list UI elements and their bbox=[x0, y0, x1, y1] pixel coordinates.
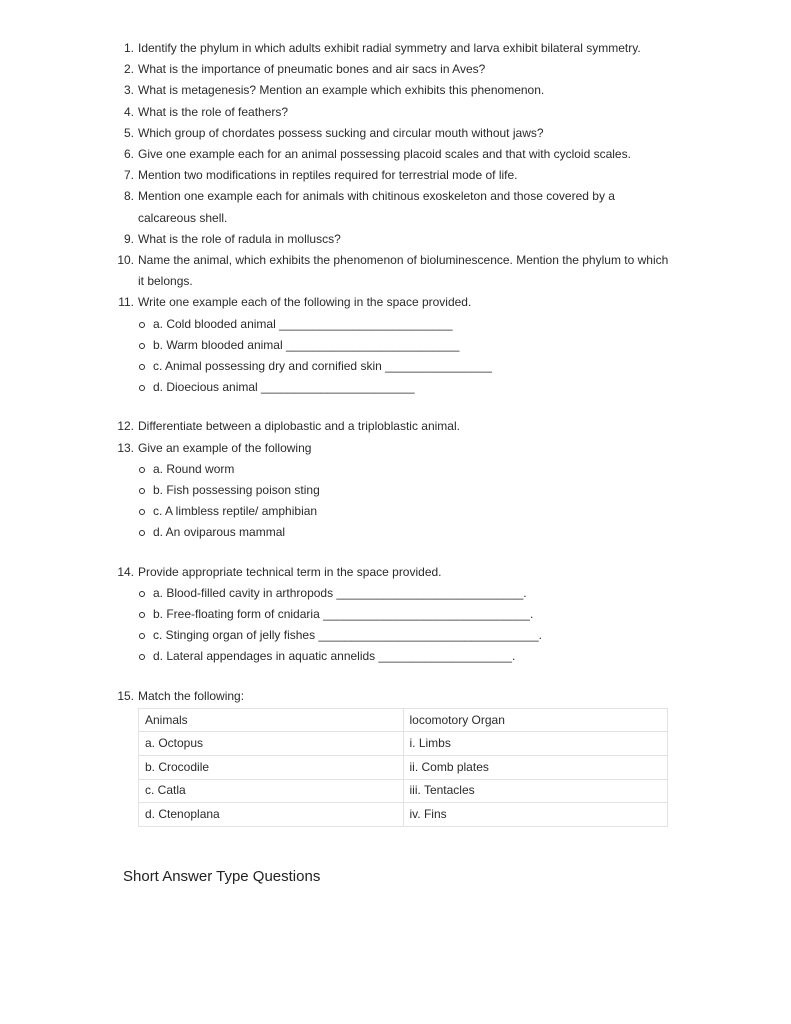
question-number: 5. bbox=[123, 125, 134, 140]
table-header-cell: locomotory Organ bbox=[403, 708, 668, 732]
question-11 bbox=[0, 292, 791, 416]
list-item: a. Blood-filled cavity in arthropods ____________________________. bbox=[138, 583, 671, 604]
table-cell: iii. Tentacles bbox=[403, 779, 668, 803]
question-number: 15. bbox=[117, 688, 134, 703]
question-text: Identify the phylum in which adults exhibit radial symmetry and larva exhibit bilateral symmetry. bbox=[138, 41, 641, 55]
question-text: Mention one example each for animals with chitinous exoskeleton and those covered by a calcareous shell. bbox=[138, 189, 615, 225]
table-row bbox=[139, 756, 668, 780]
question-text: What is metagenesis? Mention an example which exhibits this phenomenon. bbox=[138, 83, 545, 98]
table-row bbox=[139, 732, 668, 756]
list-item: d. Lateral appendages in aquatic annelids ____________________. bbox=[138, 646, 671, 667]
question-text: Differentiate between a diplobastic and a triploblastic animal. bbox=[138, 419, 460, 434]
question-12 bbox=[0, 416, 791, 437]
question-text: What is the role of feathers? bbox=[138, 104, 289, 119]
question-5 bbox=[0, 123, 791, 144]
list-item: a. Cold blooded animal __________________________ bbox=[138, 314, 671, 335]
question-number: 3. bbox=[123, 83, 134, 98]
question-list bbox=[0, 38, 791, 827]
question-1 bbox=[0, 38, 791, 59]
question-text: Give one example each for an animal possessing placoid scales and that with cycloid scales. bbox=[138, 147, 631, 162]
question-number: 9. bbox=[123, 231, 134, 246]
question-10 bbox=[0, 250, 791, 292]
question-text: Provide appropriate technical term in the space provided. bbox=[138, 564, 442, 579]
table-row bbox=[139, 803, 668, 827]
table-cell: iv. Fins bbox=[403, 803, 668, 827]
table-cell: ii. Comb plates bbox=[403, 756, 668, 780]
section-heading: Short Answer Type Questions bbox=[123, 868, 321, 885]
question-number: 8. bbox=[123, 189, 134, 204]
question-number: 4. bbox=[123, 104, 134, 119]
list-item: c. Animal possessing dry and cornified skin ________________ bbox=[138, 356, 671, 377]
list-item: a. Round worm bbox=[138, 459, 671, 480]
question-number: 7. bbox=[123, 168, 134, 183]
q13-sublist bbox=[138, 459, 671, 544]
question-number: 12. bbox=[117, 419, 134, 434]
question-text: Name the animal, which exhibits the phenomenon of bioluminescence. Mention the phylum to which it belongs. bbox=[138, 253, 669, 289]
question-2 bbox=[0, 59, 791, 80]
question-text: Match the following: bbox=[138, 688, 245, 703]
table-row bbox=[139, 779, 668, 803]
table-cell: a. Octopus bbox=[139, 732, 404, 756]
question-9 bbox=[0, 229, 791, 250]
question-text: Give an example of the following bbox=[138, 440, 312, 455]
question-number: 11. bbox=[118, 295, 134, 310]
table-cell: c. Catla bbox=[139, 779, 404, 803]
list-item: b. Free-floating form of cnidaria _______________________________. bbox=[138, 604, 671, 625]
question-13 bbox=[0, 438, 791, 562]
list-item: c. A limbless reptile/ amphibian bbox=[138, 501, 671, 522]
question-4 bbox=[0, 102, 791, 123]
table-header-cell: Animals bbox=[139, 708, 404, 732]
question-number: 10. bbox=[117, 253, 134, 268]
list-item: d. Dioecious animal _______________________ bbox=[138, 377, 671, 398]
q14-sublist bbox=[138, 583, 671, 668]
question-14 bbox=[0, 562, 791, 686]
question-number: 2. bbox=[123, 62, 134, 77]
question-text: Which group of chordates possess sucking and circular mouth without jaws? bbox=[138, 125, 544, 140]
question-8 bbox=[0, 186, 791, 228]
question-number: 13. bbox=[117, 440, 134, 455]
question-text: What is the importance of pneumatic bones and air sacs in Aves? bbox=[138, 62, 486, 77]
match-table bbox=[138, 708, 668, 827]
question-text: Write one example each of the following in the space provided. bbox=[138, 295, 472, 310]
question-6 bbox=[0, 144, 791, 165]
question-3 bbox=[0, 80, 791, 101]
question-number: 1. bbox=[123, 41, 134, 55]
list-item: b. Warm blooded animal __________________________ bbox=[138, 335, 671, 356]
table-cell: d. Ctenoplana bbox=[139, 803, 404, 827]
question-number: 14. bbox=[117, 564, 134, 579]
table-cell: i. Limbs bbox=[403, 732, 668, 756]
table-header-row bbox=[139, 708, 668, 732]
table-cell: b. Crocodile bbox=[139, 756, 404, 780]
question-7 bbox=[0, 165, 791, 186]
question-15 bbox=[0, 686, 791, 827]
list-item: c. Stinging organ of jelly fishes _________________________________. bbox=[138, 625, 671, 646]
question-text: Mention two modifications in reptiles required for terrestrial mode of life. bbox=[138, 168, 518, 183]
list-item: b. Fish possessing poison sting bbox=[138, 480, 671, 501]
q11-sublist bbox=[138, 314, 671, 399]
list-item: d. An oviparous mammal bbox=[138, 522, 671, 543]
question-text: What is the role of radula in molluscs? bbox=[138, 231, 341, 246]
question-number: 6. bbox=[123, 147, 134, 162]
